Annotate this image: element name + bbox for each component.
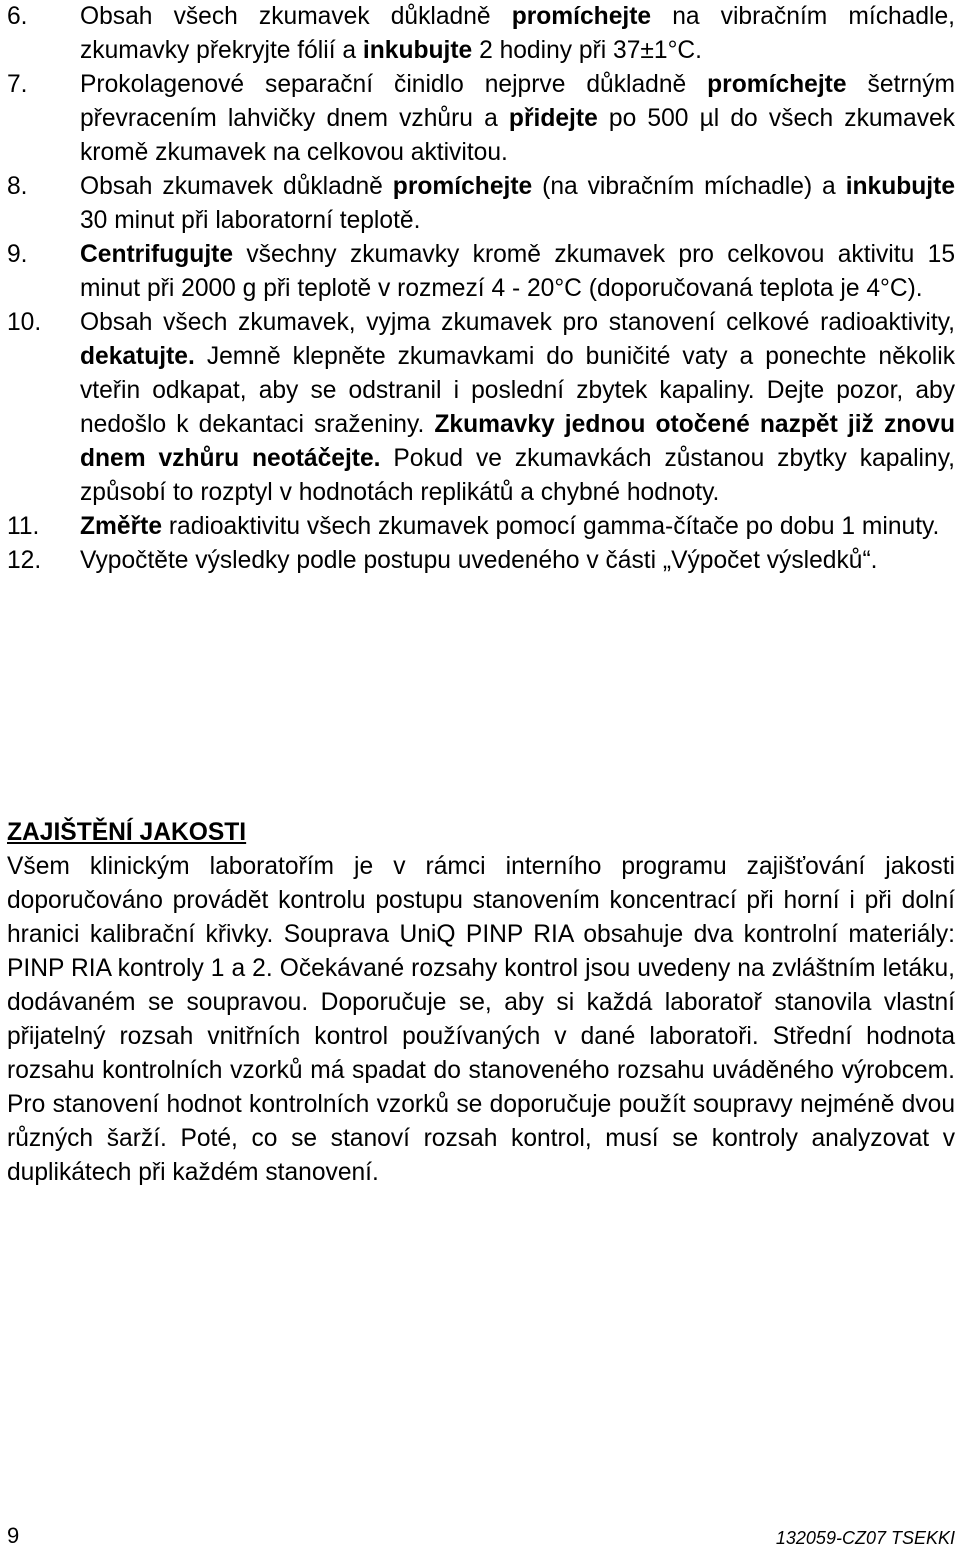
step-text-run: všechny zkumavky kromě zkumavek pro celkovou aktivitu 15 minut při 2000 g při teplotě v rozmezí 4 - 20°C (doporučovaná teplota je 4°C).	[80, 241, 955, 302]
step-text-bold-run: inkubujte	[845, 173, 955, 200]
step-text-run: na vibračním míchadle, zkumavky překryjte fólií a	[80, 3, 955, 64]
step-text-run: Pokud ve zkumavkách zůstanou zbytky kapaliny, způsobí to rozptyl v hodnotách replikátů a chybné hodnoty.	[80, 445, 955, 506]
step-number: 10.	[7, 309, 42, 336]
step-text-bold-run: promíchejte	[707, 71, 847, 98]
step-text-bold-run: Zkumavky jednou otočené nazpět již znovu dnem vzhůru neotáčejte.	[80, 411, 955, 472]
step-text	[80, 306, 955, 510]
step-text-run: 30 minut při laboratorní teplotě.	[80, 207, 421, 234]
section-body: Všem klinickým laboratořím je v rámci interního programu zajišťování jakosti doporučováno provádět kontrolu postupu stanovením koncentrací při horní i při dolní hranici kalibrační křivky. Souprava UniQ PINP RIA obsahuje dva kontrolní materiály: PINP RIA kontroly 1 a 2. Očekávané rozsahy kontrol jsou uvedeny na zvláštním letáku, dodávaném se soupravou. Doporučuje se, aby si každá laboratoř stanovila vlastní přijatelný rozsah vnitřních kontrol používaných v dané laboratoři. Střední hodnota rozsahu kontrolních vzorků má spadat do stanoveného rozsahu uváděného výrobcem. Pro stanovení hodnot kontrolních vzorků se doporučuje použít soupravy nejméně dvou různých šarží. Poté, co se stanoví rozsah kontrol, musí se kontroly analyzovat v duplikátech při každém stanovení.	[7, 853, 955, 1186]
procedure-step	[7, 510, 955, 544]
step-text-bold-run: přidejte	[508, 105, 598, 132]
quality-assurance-section	[7, 816, 955, 1190]
step-text	[80, 170, 955, 238]
step-text	[80, 68, 955, 170]
step-text-run: šetrným převracením lahvičky dnem vzhůru a	[80, 71, 955, 132]
procedure-step	[7, 68, 955, 170]
step-text-run: 2 hodiny při 37±1°C.	[472, 37, 703, 64]
section-heading: ZAJIŠTĚNÍ JAKOSTI	[7, 819, 247, 846]
document-code: 132059-CZ07 TSEKKI	[775, 1528, 955, 1548]
step-text	[80, 0, 955, 68]
procedure-step	[7, 0, 955, 68]
procedure-step	[7, 306, 955, 510]
step-number: 7.	[7, 71, 28, 98]
step-text-run: Jemně klepněte zkumavkami do buničité vaty a ponechte několik vteřin odkapat, aby se odstranil i poslední zbytek kapaliny. Dejte pozor, aby nedošlo k dekantaci sraženiny.	[80, 343, 955, 438]
step-number: 6.	[7, 3, 28, 30]
step-text-run: radioaktivitu všech zkumavek pomocí gamma-čítače po dobu 1 minuty.	[162, 513, 940, 540]
step-text-run: Vypočtěte výsledky podle postupu uvedeného v části „Výpočet výsledků“.	[80, 547, 878, 574]
step-text-bold-run: Centrifugujte	[80, 241, 234, 268]
step-text-bold-run: inkubujte	[362, 37, 473, 64]
step-text-run: Obsah zkumavek důkladně	[80, 173, 393, 200]
step-text-run: Obsah všech zkumavek, vyjma zkumavek pro stanovení celkové radioaktivity,	[80, 309, 955, 336]
step-number: 8.	[7, 173, 28, 200]
step-number: 12.	[7, 547, 42, 574]
step-text-run: Obsah všech zkumavek důkladně	[80, 3, 512, 30]
step-text-bold-run: dekatujte.	[80, 343, 195, 370]
procedure-steps	[7, 0, 955, 578]
step-text-bold-run: promíchejte	[392, 173, 533, 200]
procedure-step	[7, 170, 955, 238]
step-text	[80, 238, 955, 306]
step-text-bold-run: Změřte	[80, 513, 163, 540]
page-number: 9	[7, 1523, 20, 1548]
step-text-run: (na vibračním míchadle) a	[532, 173, 846, 200]
procedure-step	[7, 238, 955, 306]
procedure-step	[7, 544, 955, 578]
step-number: 11.	[7, 513, 40, 540]
step-number: 9.	[7, 241, 28, 268]
step-text-run: po 500 µl do všech zkumavek kromě zkumavek na celkovou aktivitou.	[80, 105, 955, 166]
step-text-bold-run: promíchejte	[511, 3, 652, 30]
step-text-run: Prokolagenové separační činidlo nejprve důkladně	[80, 71, 708, 98]
step-text	[80, 544, 955, 578]
step-text	[80, 510, 955, 544]
